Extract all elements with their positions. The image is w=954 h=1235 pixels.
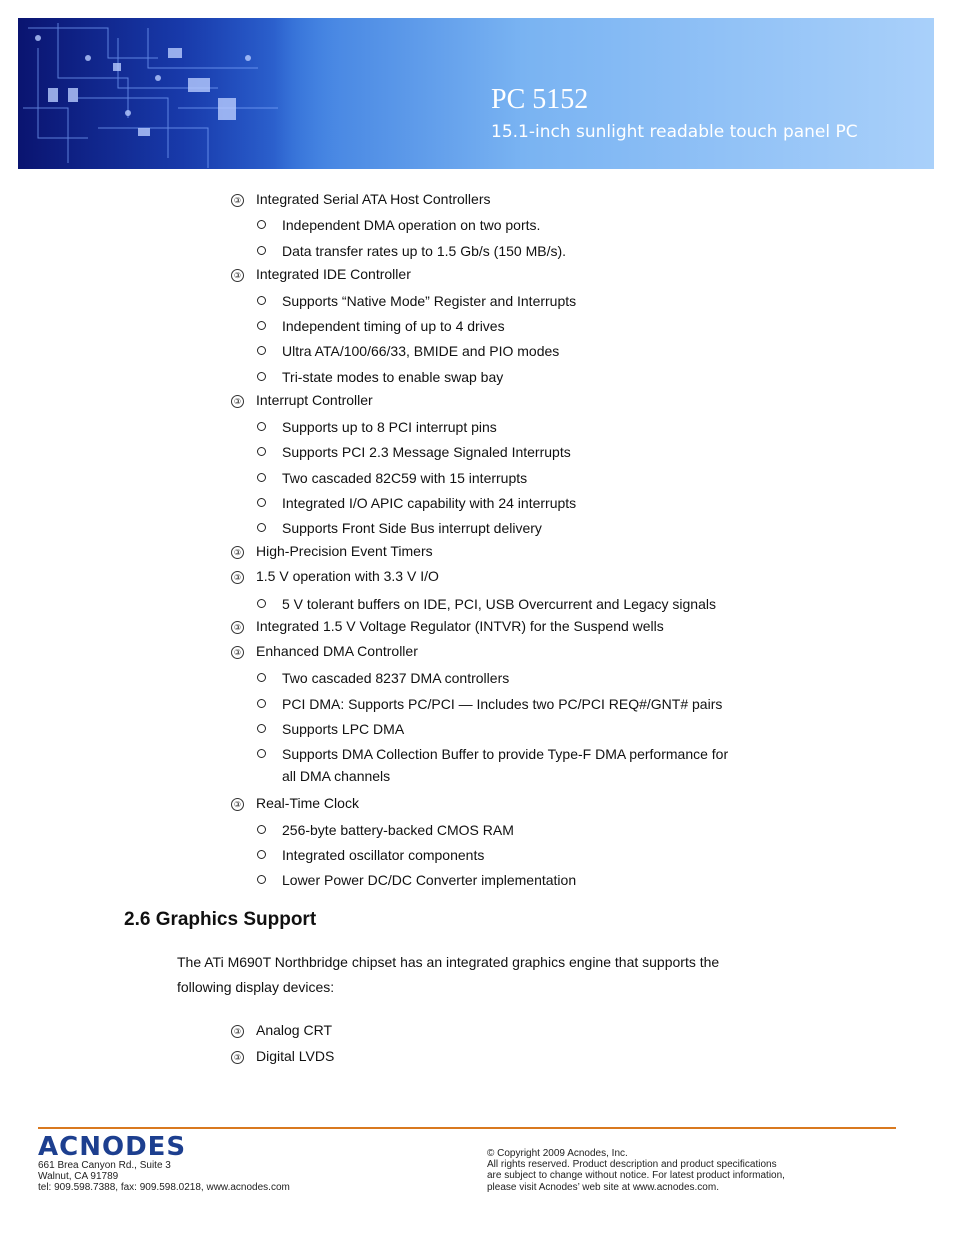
sub-list-item: Supports LPC DMA xyxy=(257,721,404,737)
sub-list-item: Supports DMA Collection Buffer to provide Type-F DMA performance for xyxy=(257,746,728,762)
footer-copyright-line: © Copyright 2009 Acnodes, Inc. xyxy=(487,1148,628,1159)
sub-list-item: Independent DMA operation on two ports. xyxy=(257,217,540,233)
circle-bullet-icon xyxy=(257,422,266,431)
list-item: ③ Digital LVDS xyxy=(231,1048,334,1064)
list-item: ③ Integrated IDE Controller xyxy=(231,266,411,282)
bullet-icon: ③ xyxy=(231,1025,244,1038)
footer-address-line: Walnut, CA 91789 xyxy=(38,1171,119,1182)
list-item: ③ Integrated 1.5 V Voltage Regulator (INTVR) for the Suspend wells xyxy=(231,618,664,634)
footer-divider xyxy=(38,1127,896,1129)
sub-list-item: 256-byte battery-backed CMOS RAM xyxy=(257,822,514,838)
circle-bullet-icon xyxy=(257,372,266,381)
bullet-icon: ③ xyxy=(231,546,244,559)
product-title: PC 5152 xyxy=(491,84,589,115)
sub-list-item-continuation: all DMA channels xyxy=(282,768,391,784)
bullet-icon: ③ xyxy=(231,571,244,584)
list-item: ③ 1.5 V operation with 3.3 V I/O xyxy=(231,568,439,584)
circle-bullet-icon xyxy=(257,523,266,532)
sub-list-item: Integrated I/O APIC capability with 24 interrupts xyxy=(257,495,576,511)
circle-bullet-icon xyxy=(257,850,266,859)
bullet-icon: ③ xyxy=(231,1051,244,1064)
footer-copyright-line: are subject to change without notice. For latest product information, xyxy=(487,1170,785,1181)
list-item: ③ High-Precision Event Timers xyxy=(231,543,433,559)
circle-bullet-icon xyxy=(257,875,266,884)
bullet-icon: ③ xyxy=(231,269,244,282)
circle-bullet-icon xyxy=(257,296,266,305)
sub-list-item: Supports PCI 2.3 Message Signaled Interrupts xyxy=(257,444,571,460)
list-item: ③ Real-Time Clock xyxy=(231,795,359,811)
circuit-board-image xyxy=(18,18,338,169)
list-item: ③ Interrupt Controller xyxy=(231,392,373,408)
circle-bullet-icon xyxy=(257,220,266,229)
circle-bullet-icon xyxy=(257,246,266,255)
footer-address-line: 661 Brea Canyon Rd., Suite 3 xyxy=(38,1160,171,1171)
page-header-banner xyxy=(18,18,934,169)
sub-list-item: Two cascaded 82C59 with 15 interrupts xyxy=(257,470,527,486)
sub-list-item: Supports up to 8 PCI interrupt pins xyxy=(257,419,497,435)
sub-list-item: Data transfer rates up to 1.5 Gb/s (150 MB/s). xyxy=(257,243,566,259)
circle-bullet-icon xyxy=(257,724,266,733)
product-subtitle: 15.1-inch sunlight readable touch panel PC xyxy=(491,122,858,142)
sub-list-item: Lower Power DC/DC Converter implementation xyxy=(257,872,576,888)
circle-bullet-icon xyxy=(257,825,266,834)
sub-list-item: Supports “Native Mode” Register and Interrupts xyxy=(257,293,576,309)
sub-list-item: Integrated oscillator components xyxy=(257,847,484,863)
list-item: ③ Integrated Serial ATA Host Controllers xyxy=(231,191,490,207)
circle-bullet-icon xyxy=(257,447,266,456)
circle-bullet-icon xyxy=(257,599,266,608)
circle-bullet-icon xyxy=(257,673,266,682)
bullet-icon: ③ xyxy=(231,798,244,811)
footer-copyright-line: All rights reserved. Product description and product specifications xyxy=(487,1159,777,1170)
sub-list-item: PCI DMA: Supports PC/PCI — Includes two PC/PCI REQ#/GNT# pairs xyxy=(257,696,722,712)
bullet-icon: ③ xyxy=(231,194,244,207)
footer-copyright-line: please visit Acnodes’ web site at www.acnodes.com. xyxy=(487,1182,719,1193)
paragraph-line: following display devices: xyxy=(177,979,335,995)
company-logo: ACNODES xyxy=(38,1132,187,1162)
circle-bullet-icon xyxy=(257,749,266,758)
circle-bullet-icon xyxy=(257,498,266,507)
sub-list-item: Ultra ATA/100/66/33, BMIDE and PIO modes xyxy=(257,343,559,359)
section-heading: 2.6 Graphics Support xyxy=(124,909,317,930)
footer-contact-line: tel: 909.598.7388, fax: 909.598.0218, www.acnodes.com xyxy=(38,1182,290,1193)
list-item: ③ Enhanced DMA Controller xyxy=(231,643,418,659)
bullet-icon: ③ xyxy=(231,646,244,659)
circle-bullet-icon xyxy=(257,699,266,708)
sub-list-item: Independent timing of up to 4 drives xyxy=(257,318,505,334)
sub-list-item: Tri-state modes to enable swap bay xyxy=(257,369,503,385)
bullet-icon: ③ xyxy=(231,395,244,408)
sub-list-item: 5 V tolerant buffers on IDE, PCI, USB Overcurrent and Legacy signals xyxy=(257,596,716,612)
circle-bullet-icon xyxy=(257,346,266,355)
sub-list-item: Supports Front Side Bus interrupt delivery xyxy=(257,520,542,536)
circle-bullet-icon xyxy=(257,321,266,330)
paragraph-line: The ATi M690T Northbridge chipset has an integrated graphics engine that supports the xyxy=(177,954,720,970)
circle-bullet-icon xyxy=(257,473,266,482)
sub-list-item: Two cascaded 8237 DMA controllers xyxy=(257,670,509,686)
bullet-icon: ③ xyxy=(231,621,244,634)
list-item: ③ Analog CRT xyxy=(231,1022,332,1038)
